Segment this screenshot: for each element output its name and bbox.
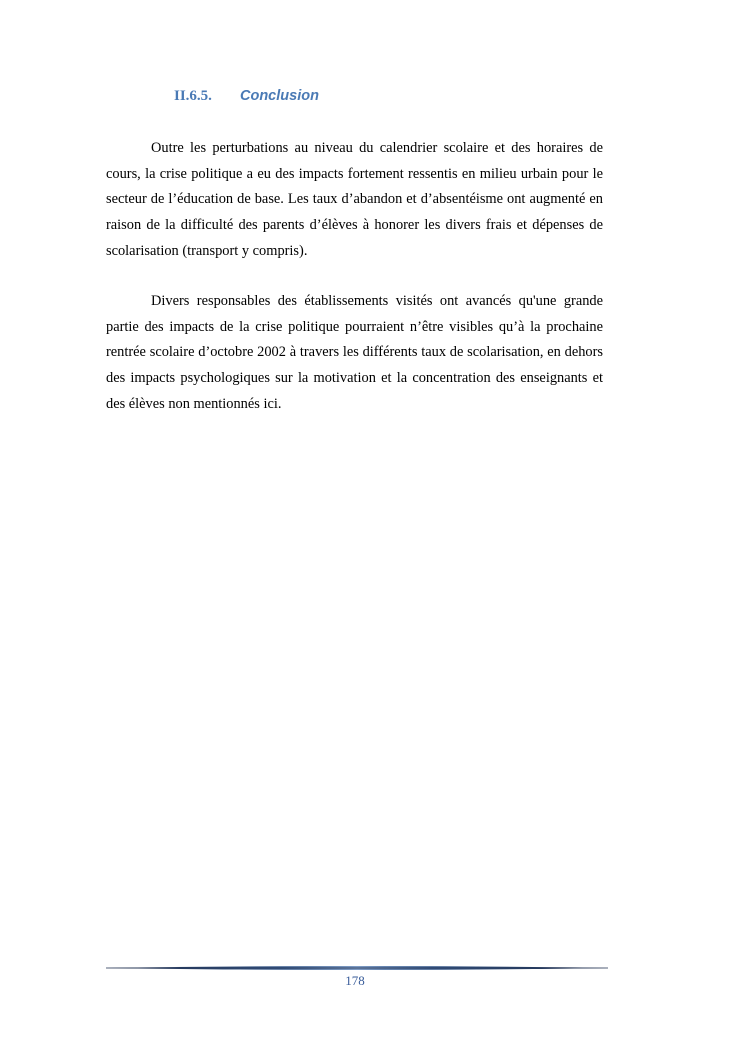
- paragraph-1: [106, 136, 603, 265]
- section-number: II.6.5.: [174, 88, 212, 104]
- paragraph-1-text: Outre les perturbations au niveau du calendrier scolaire et des horaires de cours, la crise politique a eu des impacts fortement ressentis en milieu urbain pour le secteur de l’éducation de base. Les taux d’abandon et d’absentéisme ont augmenté en raison de la difficulté des parents d’élèves à honorer les divers frais et dépenses de scolarisation (transport y compris).: [106, 140, 603, 259]
- page-number: 178: [345, 973, 365, 988]
- paragraph-2-text: Divers responsables des établissements visités ont avancés qu'une grande partie des impacts de la crise politique pourraient n’être visibles qu’à la prochaine rentrée scolaire d’octobre 2002 à travers les différents taux de scolarisation, en dehors des impacts psychologiques sur la motivation et la concentration des enseignants et des élèves non mentionnés ici.: [106, 293, 603, 412]
- section-heading: [174, 88, 319, 112]
- paragraph-2: [106, 289, 603, 418]
- section-title: Conclusion: [240, 88, 319, 104]
